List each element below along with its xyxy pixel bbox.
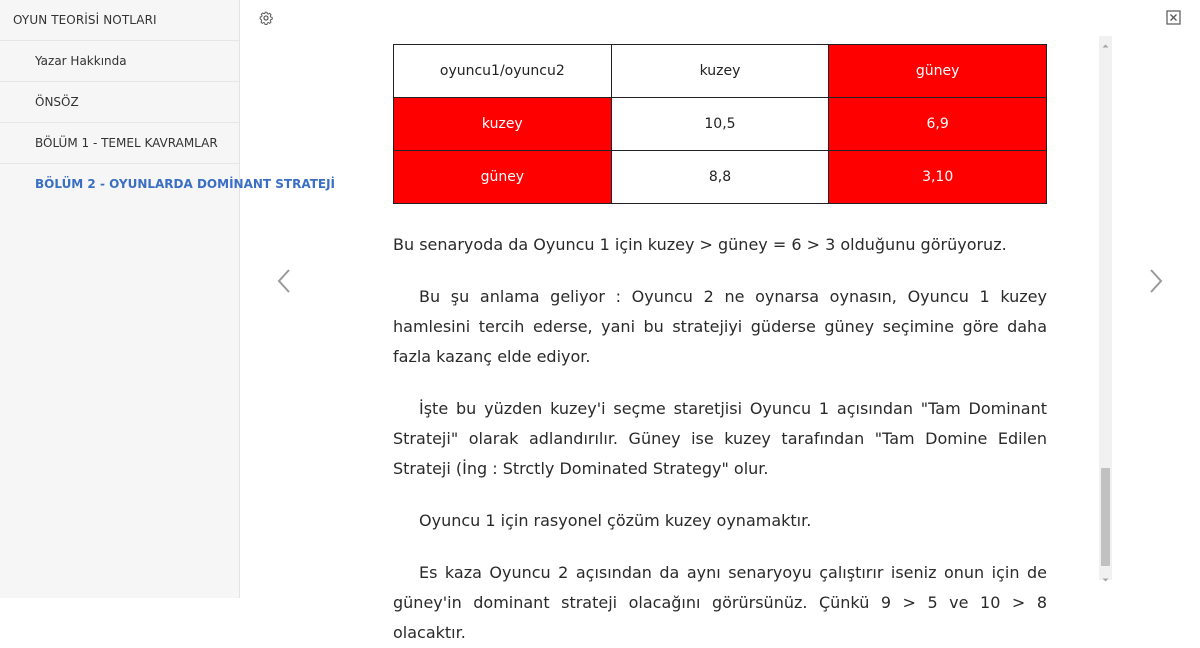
table-cell: 3,10	[829, 151, 1047, 204]
chapter-content	[393, 44, 1047, 648]
table-row-header-cell: kuzey	[394, 98, 612, 151]
paragraph: Oyuncu 1 için rasyonel çözüm kuzey oynamaktır.	[419, 511, 812, 530]
table-row-header-cell: güney	[394, 151, 612, 204]
sidebar-item-bolum-1[interactable]: BÖLÜM 1 - TEMEL KAVRAMLAR	[0, 123, 239, 164]
payoff-matrix-table	[393, 44, 1047, 204]
table-cell: 6,9	[829, 98, 1047, 151]
gear-icon[interactable]	[259, 10, 273, 24]
table-of-contents-sidebar	[0, 0, 336, 598]
table-row	[394, 151, 1047, 204]
table-cell: 8,8	[611, 151, 829, 204]
content-scrollbar[interactable]	[1099, 36, 1112, 580]
table-cell: 10,5	[611, 98, 829, 151]
sidebar-item-bolum-2[interactable]: BÖLÜM 2 - OYUNLARDA DOMİNANT STRATEJİ	[35, 177, 336, 191]
book-title: OYUN TEORİSİ NOTLARI	[0, 0, 239, 41]
paragraph: Es kaza Oyuncu 2 açısından da aynı senaryoyu çalıştırır iseniz onun için de güney'in dominant strateji olacağını görürsünüz. Çünkü 9 > 5 ve 10 > 8 olacaktır.	[393, 563, 1047, 642]
scroll-up-arrow-icon[interactable]	[1099, 36, 1112, 46]
table-header-cell: kuzey	[611, 45, 829, 98]
scrollbar-thumb[interactable]	[1101, 468, 1110, 566]
table-header-cell: güney	[829, 45, 1047, 98]
table-row	[394, 98, 1047, 151]
scroll-down-arrow-icon[interactable]	[1099, 570, 1112, 580]
table-header-cell: oyuncu1/oyuncu2	[394, 45, 612, 98]
paragraph: Bu senaryoda da Oyuncu 1 için kuzey > güney = 6 > 3 olduğunu görüyoruz.	[393, 235, 1007, 254]
sidebar-item-onsoz[interactable]: ÖNSÖZ	[0, 82, 239, 123]
chevron-left-icon[interactable]	[276, 268, 292, 294]
close-icon[interactable]	[1166, 10, 1181, 25]
chevron-right-icon[interactable]	[1148, 268, 1164, 294]
paragraph: İşte bu yüzden kuzey'i seçme staretjisi Oyuncu 1 açısından "Tam Dominant Strateji" olarak adlandırılır. Güney ise kuzey tarafından "Tam Domine Edilen Strateji (İng : Strctly Dominated Strategy" olur.	[393, 399, 1047, 478]
sidebar-item-yazar-hakkinda[interactable]: Yazar Hakkında	[0, 41, 239, 82]
table-row	[394, 45, 1047, 98]
paragraph: Bu şu anlama geliyor : Oyuncu 2 ne oynarsa oynasın, Oyuncu 1 kuzey hamlesini tercih ederse, yani bu stratejiyi güderse güney seçimine göre daha fazla kazanç elde ediyor.	[393, 287, 1047, 366]
